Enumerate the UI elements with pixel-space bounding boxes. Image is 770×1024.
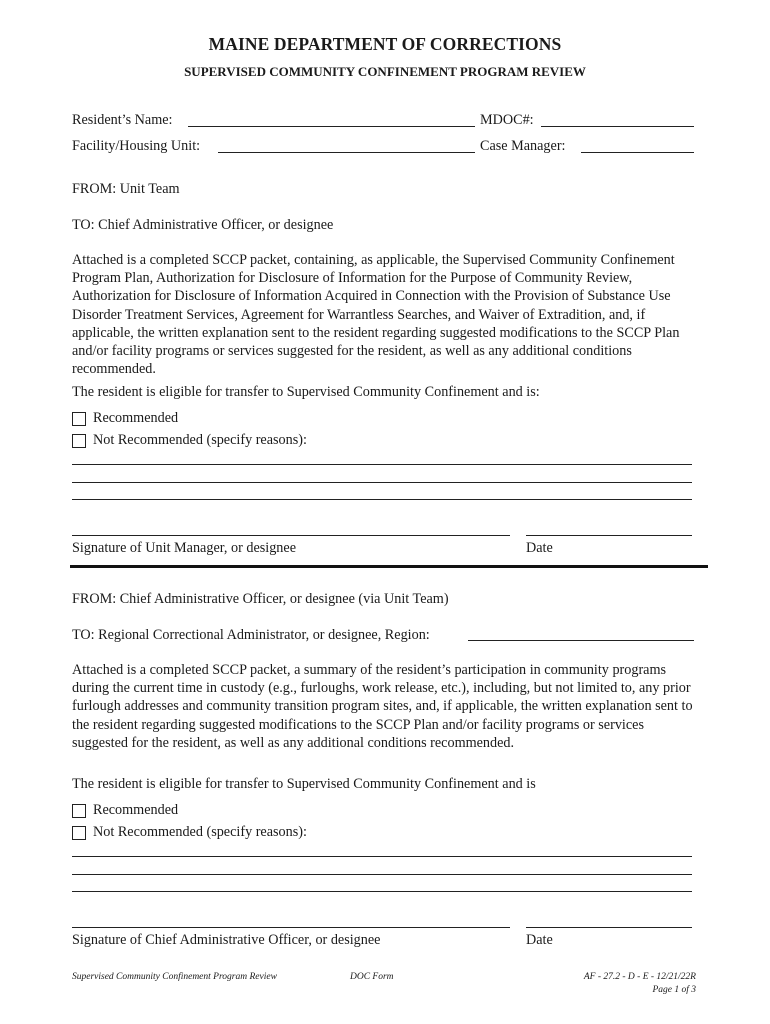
footer-form-name: Supervised Community Confinement Program Review [72,972,277,982]
section2-signature-line[interactable] [72,927,510,928]
section1-paragraph: Attached is a completed SCCP packet, containing, as applicable, the Supervised Community Confinement Program Plan, Authorization for Disclosure of Information for the Purpose of Community Review, Authorization for Disclosure of Information Acquired in Connection with the Provision of Substance Use Disorder Treatment Services, Agreement for Warrantless Searches, and Waiver of Extradition, and, if applicable, the written explanation sent to the resident regarding suggested modifications to the SCCP Plan and/or facility programs or services suggested for the resident, as well as any additional conditions recommended. [72,252,680,378]
section1-not-recommended-checkbox[interactable] [72,434,86,448]
section2-not-recommended-label: Not Recommended (specify reasons): [93,824,307,840]
section2-reason-line-3[interactable] [72,891,692,892]
section1-date-label: Date [526,540,553,556]
facility-field[interactable] [218,152,475,153]
footer-doc-form: DOC Form [350,972,394,982]
section2-to: TO: Regional Correctional Administrator, or designee, Region: [72,627,430,643]
case-manager-label: Case Manager: [480,138,566,154]
section2-date-label: Date [526,932,553,948]
section1-reason-line-2[interactable] [72,482,692,483]
footer-form-code: AF - 27.2 - D - E - 12/21/22R [583,972,696,982]
section2-not-recommended-checkbox[interactable] [72,826,86,840]
section1-reason-line-3[interactable] [72,499,692,500]
section2-signature-label: Signature of Chief Administrative Officer, or designee [72,932,381,948]
mdoc-label: MDOC#: [480,112,534,128]
section1-date-line[interactable] [526,535,692,536]
section1-signature-label: Signature of Unit Manager, or designee [72,540,296,556]
page-title: MAINE DEPARTMENT OF CORRECTIONS [208,34,562,54]
form-subtitle: SUPERVISED COMMUNITY CONFINEMENT PROGRAM REVIEW [184,64,586,79]
section2-recommended-checkbox[interactable] [72,804,86,818]
resident-name-label: Resident’s Name: [72,112,173,128]
section2-reason-line-1[interactable] [72,856,692,857]
section2-paragraph: Attached is a completed SCCP packet, a summary of the resident’s participation in community programs during the current time in custody (e.g., furloughs, work release, etc.), including, but not limited to, any prior furlough addresses and community transition program sites, and, if applicable, the written explanation sent to the resident regarding suggested modifications to the SCCP Plan and/or facility programs or services suggested for the resident, as well as any additional conditions recommended. [72,662,693,751]
resident-name-field[interactable] [188,126,475,127]
section2-reason-line-2[interactable] [72,874,692,875]
case-manager-field[interactable] [581,152,694,153]
section2-eligible: The resident is eligible for transfer to Supervised Community Confinement and is [72,776,536,792]
section1-reason-line-1[interactable] [72,464,692,465]
section2-from: FROM: Chief Administrative Officer, or designee (via Unit Team) [72,591,449,607]
section1-signature-line[interactable] [72,535,510,536]
section2-recommended-label: Recommended [93,802,179,818]
section2-date-line[interactable] [526,927,692,928]
footer-page-number: Page 1 of 3 [652,985,696,995]
section1-eligible: The resident is eligible for transfer to Supervised Community Confinement and is: [72,384,540,400]
section1-not-recommended-label: Not Recommended (specify reasons): [93,432,307,448]
section1-from: FROM: Unit Team [72,181,180,197]
section1-to: TO: Chief Administrative Officer, or designee [72,217,334,233]
region-field[interactable] [468,640,694,641]
section1-recommended-checkbox[interactable] [72,412,86,426]
mdoc-field[interactable] [541,126,694,127]
section-divider [70,565,708,568]
facility-label: Facility/Housing Unit: [72,138,201,154]
section1-recommended-label: Recommended [93,410,179,426]
